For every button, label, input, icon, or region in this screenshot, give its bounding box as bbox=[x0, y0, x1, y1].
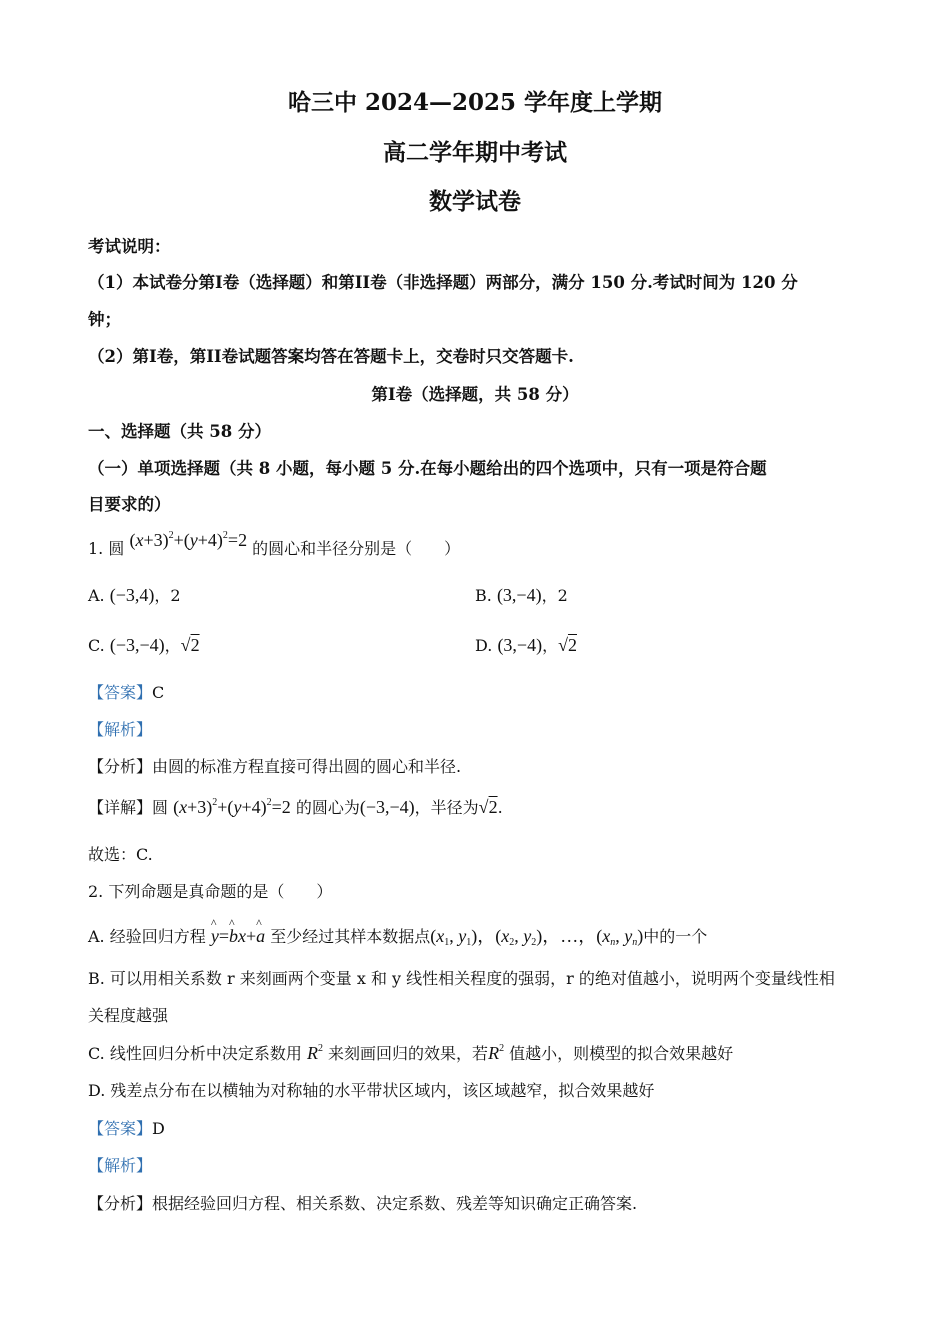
option-tail: ， bbox=[164, 636, 181, 655]
q2-option-b: B. 可以用相关系数 r 来刻画两个变量 x 和 y 线性相关程度的强弱，r 的绝对值越小，说明两个变量线性相 bbox=[88, 969, 835, 988]
option-text: 中的一个 bbox=[643, 927, 708, 946]
page-subject: 数学试卷 bbox=[429, 188, 521, 215]
fenxi-text: 由圆的标准方程直接可得出圆的圆心和半径. bbox=[152, 757, 462, 776]
q2-option-b-cont: 关程度越强 bbox=[88, 1006, 169, 1025]
option-label: B. bbox=[475, 586, 492, 605]
sample-points: ($x_1$, $y_1$)，($x_2$, $y_2$)，…，($x_n$, $y_n$) bbox=[430, 926, 644, 948]
detail-mid: 的圆心为 bbox=[295, 798, 360, 817]
q1-prefix: 1. 圆 bbox=[88, 539, 125, 558]
q2-answer bbox=[88, 1116, 165, 1139]
detail-tag: 【详解】 bbox=[88, 798, 153, 817]
option-tail: ，2 bbox=[154, 586, 181, 605]
detail-equation: $(x+3)^2+(y+4)^2=2$ bbox=[173, 797, 291, 817]
instructions-heading: 考试说明： bbox=[88, 237, 171, 256]
section-heading: 一、选择题（共 58 分） bbox=[88, 422, 271, 441]
question-1-stem bbox=[88, 530, 461, 559]
q1-option-c bbox=[88, 633, 200, 656]
q2-analysis-tag: 【解析】 bbox=[88, 1156, 153, 1175]
q1-equation: $(x+3)^2+(y+4)^2=2$ bbox=[129, 530, 248, 550]
option-math: (3,−4) bbox=[497, 635, 543, 655]
fenxi-tag: 【分析】 bbox=[88, 757, 153, 776]
option-text: C. 线性回归分析中决定系数用 bbox=[88, 1044, 302, 1063]
q2-option-a bbox=[88, 922, 707, 948]
q1-option-b bbox=[475, 583, 568, 606]
option-math: (3,−4) bbox=[496, 585, 542, 605]
option-text: 来刻画回归的效果，若 bbox=[328, 1044, 489, 1063]
detail-end: . bbox=[497, 798, 503, 817]
question-2-stem: 2. 下列命题是真命题的是（ ） bbox=[88, 882, 333, 901]
r-squared: $R^2$ bbox=[488, 1043, 505, 1063]
option-tail: ， bbox=[542, 636, 559, 655]
answer-value: D bbox=[152, 1119, 165, 1138]
sqrt2: √2 bbox=[478, 797, 498, 817]
option-text: A. 经验回归方程 bbox=[88, 927, 206, 946]
fenxi-tag: 【分析】 bbox=[88, 1194, 153, 1213]
instruction-2: （2）第I卷，第II卷试题答案均答在答题卡上，交卷时只交答题卡. bbox=[88, 347, 574, 366]
q1-option-a bbox=[88, 583, 181, 606]
answer-tag: 【答案】 bbox=[88, 1119, 153, 1138]
q2-option-d: D. 残差点分布在以横轴为对称轴的水平带状区域内，该区域越窄，拟合效果越好 bbox=[88, 1081, 655, 1100]
r-squared: $R^2$ bbox=[306, 1043, 323, 1063]
page-subtitle: 高二学年期中考试 bbox=[383, 139, 567, 166]
option-tail: ，2 bbox=[541, 586, 568, 605]
option-label: C. bbox=[88, 636, 105, 655]
instruction-1: （1）本试卷分第I卷（选择题）和第II卷（非选择题）两部分，满分 150 分.考试时间为 120 分 bbox=[88, 273, 798, 292]
q1-fenxi bbox=[88, 754, 461, 777]
sqrt2: √2 bbox=[558, 635, 577, 655]
q1-choose: 故选：C. bbox=[88, 845, 153, 864]
option-math: (−3,−4) bbox=[109, 635, 165, 655]
option-label: D. bbox=[475, 636, 493, 655]
q2-option-c bbox=[88, 1041, 733, 1064]
q1-option-d bbox=[475, 633, 577, 656]
fenxi-text: 根据经验回归方程、相关系数、决定系数、残差等知识确定正确答案. bbox=[152, 1194, 638, 1213]
option-text: 值越小，则模型的拟合效果越好 bbox=[509, 1044, 734, 1063]
q1-suffix: 的圆心和半径分别是（ ） bbox=[252, 539, 461, 558]
part1-heading: 第I卷（选择题，共 58 分） bbox=[371, 385, 579, 404]
answer-value: C bbox=[152, 683, 165, 702]
regression-equation: ^ y=^ bx+^ a bbox=[211, 926, 265, 946]
option-math: (−3,4) bbox=[109, 585, 155, 605]
page-title: 哈三中 2024—2025 学年度上学期 bbox=[287, 89, 663, 116]
sqrt2: √2 bbox=[180, 635, 200, 655]
subsection-heading: （一）单项选择题（共 8 小题，每小题 5 分.在每小题给出的四个选项中，只有一项是符合题 bbox=[88, 459, 767, 478]
detail-mid2: ，半径为 bbox=[414, 798, 479, 817]
answer-tag: 【答案】 bbox=[88, 683, 153, 702]
subsection-heading-cont: 目要求的） bbox=[88, 495, 171, 514]
instruction-1-cont: 钟； bbox=[88, 310, 121, 329]
option-text: 至少经过其样本数据点 bbox=[270, 927, 431, 946]
q1-analysis-tag: 【解析】 bbox=[88, 720, 153, 739]
detail-pre: 圆 bbox=[152, 798, 169, 817]
q1-detail bbox=[88, 795, 503, 818]
q1-answer bbox=[88, 680, 164, 703]
option-label: A. bbox=[88, 586, 105, 605]
detail-center: (−3,−4) bbox=[359, 797, 415, 817]
q2-fenxi bbox=[88, 1191, 637, 1214]
